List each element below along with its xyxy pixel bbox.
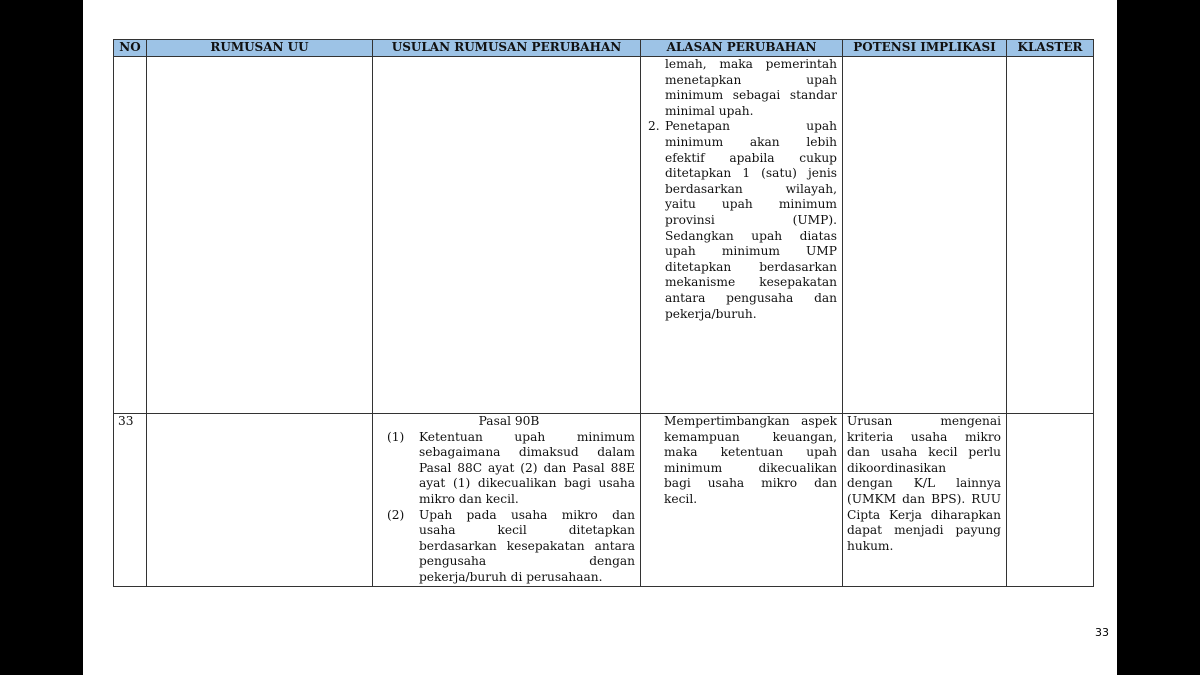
text-line: pekerja/buruh di perusahaan. [419,569,603,584]
comparison-table [113,39,1094,587]
item-number: (1) [387,429,405,444]
cell-rumusan-uu [147,414,373,587]
header-rumusan-uu: RUMUSAN UU [147,40,373,57]
text-line: pekerja/buruh. [665,306,757,321]
text-line: kecil. [664,491,698,506]
header-usulan: USULAN RUMUSAN PERUBAHAN [373,40,641,57]
text-line: ditetapkan berdasarkan [665,259,837,274]
alasan-continued [665,57,837,119]
cell-alasan [641,57,843,414]
cell-no [114,57,147,414]
text-line: pengusaha dengan [419,554,635,569]
text-line: provinsi (UMP). [665,212,837,227]
text-line: dikoordinasikan [847,460,947,475]
text-line: dan usaha kecil perlu [847,445,1001,460]
text-line: yaitu upah minimum [665,197,837,212]
text-line: Penetapan upah [665,119,837,134]
text-line: kemampuan keuangan, [664,429,837,444]
item-number: (2) [387,507,405,522]
text-line: lemah, maka pemerintah [665,57,837,71]
text-line: mikro dan kecil. [419,491,519,506]
table-row [114,414,1094,587]
text-line: mekanisme kesepakatan [665,275,837,290]
alasan-text [641,414,842,508]
text-line: berdasarkan wilayah, [665,181,837,196]
text-line: Mempertimbangkan aspek [664,414,837,428]
cell-klaster [1007,414,1094,587]
pasal-title: Pasal 90B [478,414,540,428]
cell-alasan [641,414,843,587]
text-line: menetapkan upah [665,72,837,87]
cell-usulan [373,414,641,587]
text-line: minimum sebagai standar [665,88,837,103]
text-line: kriteria usaha mikro [847,429,1001,444]
text-line: efektif apabila cukup [665,150,837,165]
alasan-item-2 [665,119,837,322]
cell-usulan [373,57,641,414]
text-line: (UMKM dan BPS). RUU [847,491,1001,506]
text-line: dengan K/L lainnya [847,476,1001,491]
text-line: ayat (1) dikecualikan bagi usaha [419,476,635,491]
header-potensi: POTENSI IMPLIKASI [843,40,1007,57]
text-line: antara pengusaha dan [665,290,837,305]
document-page [83,0,1117,675]
list-number: 2. [648,119,660,134]
usulan-item-2 [419,508,635,586]
text-line: Pasal 88C ayat (2) dan Pasal 88E [419,460,635,475]
table-header-row [114,40,1094,57]
text-line: bagi usaha mikro dan [664,476,837,491]
header-klaster: KLASTER [1007,40,1094,57]
cell-potensi [843,414,1007,587]
header-no: NO [114,40,147,57]
text-line: Cipta Kerja diharapkan [847,507,1001,522]
potensi-text [843,414,1006,554]
text-line: Upah pada usaha mikro dan [419,507,635,522]
row-number: 33 [118,414,134,428]
text-line: ditetapkan 1 (satu) jenis [665,166,837,181]
text-line: minimum dikecualikan [664,460,837,475]
cell-potensi [843,57,1007,414]
text-line: dapat menjadi payung [847,523,1001,538]
usulan-item-1 [419,430,635,508]
text-line: Sedangkan upah diatas [665,228,837,243]
header-alasan: ALASAN PERUBAHAN [641,40,843,57]
cell-no [114,414,147,587]
text-line: Urusan mengenai [847,414,1001,428]
table-row [114,57,1094,414]
text-line: usaha kecil ditetapkan [419,523,635,538]
cell-klaster [1007,57,1094,414]
text-line: sebagaimana dimaksud dalam [419,445,635,460]
text-line: berdasarkan kesepakatan antara [419,538,635,553]
text-line: Ketentuan upah minimum [419,429,635,444]
text-line: hukum. [847,538,894,553]
text-line: minimal upah. [665,103,754,118]
text-line: maka ketentuan upah [664,445,837,460]
cell-rumusan-uu [147,57,373,414]
text-line: upah minimum UMP [665,244,837,259]
text-line: minimum akan lebih [665,134,837,149]
page-number: 33 [1095,626,1109,639]
